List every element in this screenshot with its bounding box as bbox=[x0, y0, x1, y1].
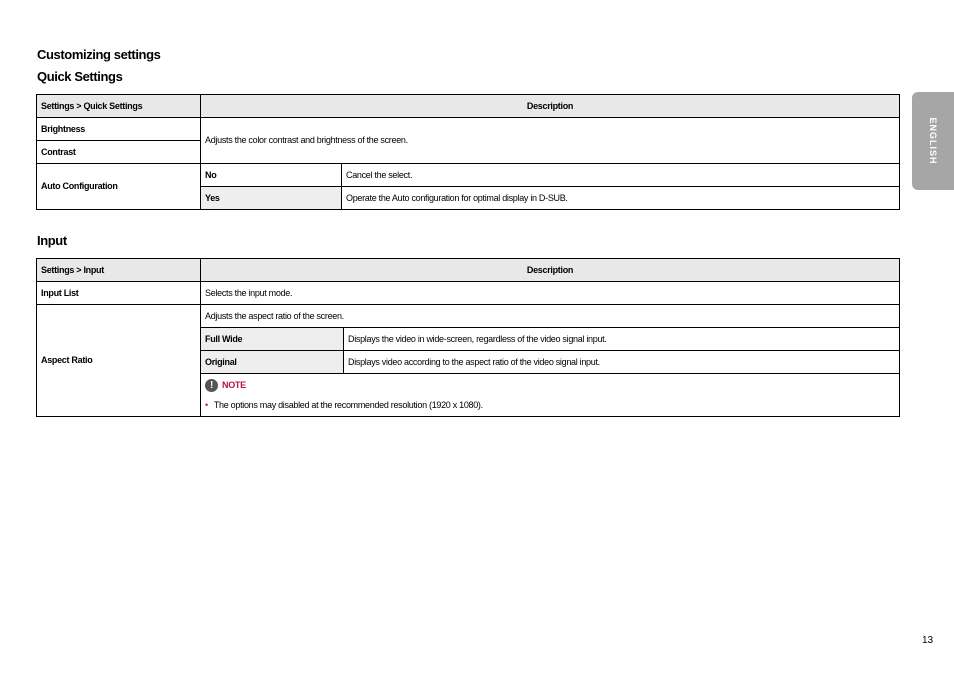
bullet-icon: • bbox=[205, 400, 208, 410]
row-label-auto-configuration: Auto Configuration bbox=[37, 164, 201, 210]
option-full-wide-description: Displays the video in wide-screen, regardless of the video signal input. bbox=[344, 328, 900, 351]
note-text: The options may disabled at the recommended resolution (1920 x 1080). bbox=[213, 400, 483, 410]
row-label-input-list: Input List bbox=[37, 282, 201, 305]
row-label-brightness: Brightness bbox=[37, 118, 201, 141]
section-title-quick-settings: Quick Settings bbox=[37, 69, 123, 84]
language-label: ENGLISH bbox=[928, 117, 938, 165]
row-label-contrast: Contrast bbox=[37, 141, 201, 164]
table-row bbox=[37, 282, 900, 305]
page-title: Customizing settings bbox=[37, 47, 161, 62]
option-full-wide-label: Full Wide bbox=[201, 328, 344, 351]
page-number: 13 bbox=[922, 635, 934, 646]
note-header bbox=[205, 379, 895, 392]
option-original-description: Displays video according to the aspect ratio of the video signal input. bbox=[344, 351, 900, 374]
header-settings: Settings > Input bbox=[37, 259, 201, 282]
brightness-contrast-description: Adjusts the color contrast and brightness of the screen. bbox=[201, 118, 900, 164]
quick-settings-table bbox=[36, 94, 900, 210]
table-header-row bbox=[37, 259, 900, 282]
header-description: Description bbox=[201, 95, 900, 118]
note-cell bbox=[201, 374, 900, 417]
note-title: NOTE bbox=[222, 380, 246, 390]
note-item bbox=[205, 400, 895, 411]
option-no-description: Cancel the select. bbox=[342, 164, 900, 187]
aspect-ratio-description: Adjusts the aspect ratio of the screen. bbox=[201, 305, 900, 328]
table-header-row bbox=[37, 95, 900, 118]
section-title-input: Input bbox=[37, 233, 67, 248]
option-original-label: Original bbox=[201, 351, 344, 374]
table-row bbox=[37, 164, 900, 187]
header-settings: Settings > Quick Settings bbox=[37, 95, 201, 118]
exclamation-icon: ! bbox=[205, 379, 218, 392]
language-side-tab bbox=[912, 92, 954, 190]
option-yes-description: Operate the Auto configuration for optimal display in D-SUB. bbox=[342, 187, 900, 210]
input-list-description: Selects the input mode. bbox=[201, 282, 900, 305]
option-yes-label: Yes bbox=[201, 187, 342, 210]
row-label-aspect-ratio: Aspect Ratio bbox=[37, 305, 201, 417]
table-row bbox=[37, 118, 900, 141]
header-description: Description bbox=[201, 259, 900, 282]
table-row bbox=[37, 305, 900, 328]
input-table bbox=[36, 258, 900, 417]
option-no-label: No bbox=[201, 164, 342, 187]
